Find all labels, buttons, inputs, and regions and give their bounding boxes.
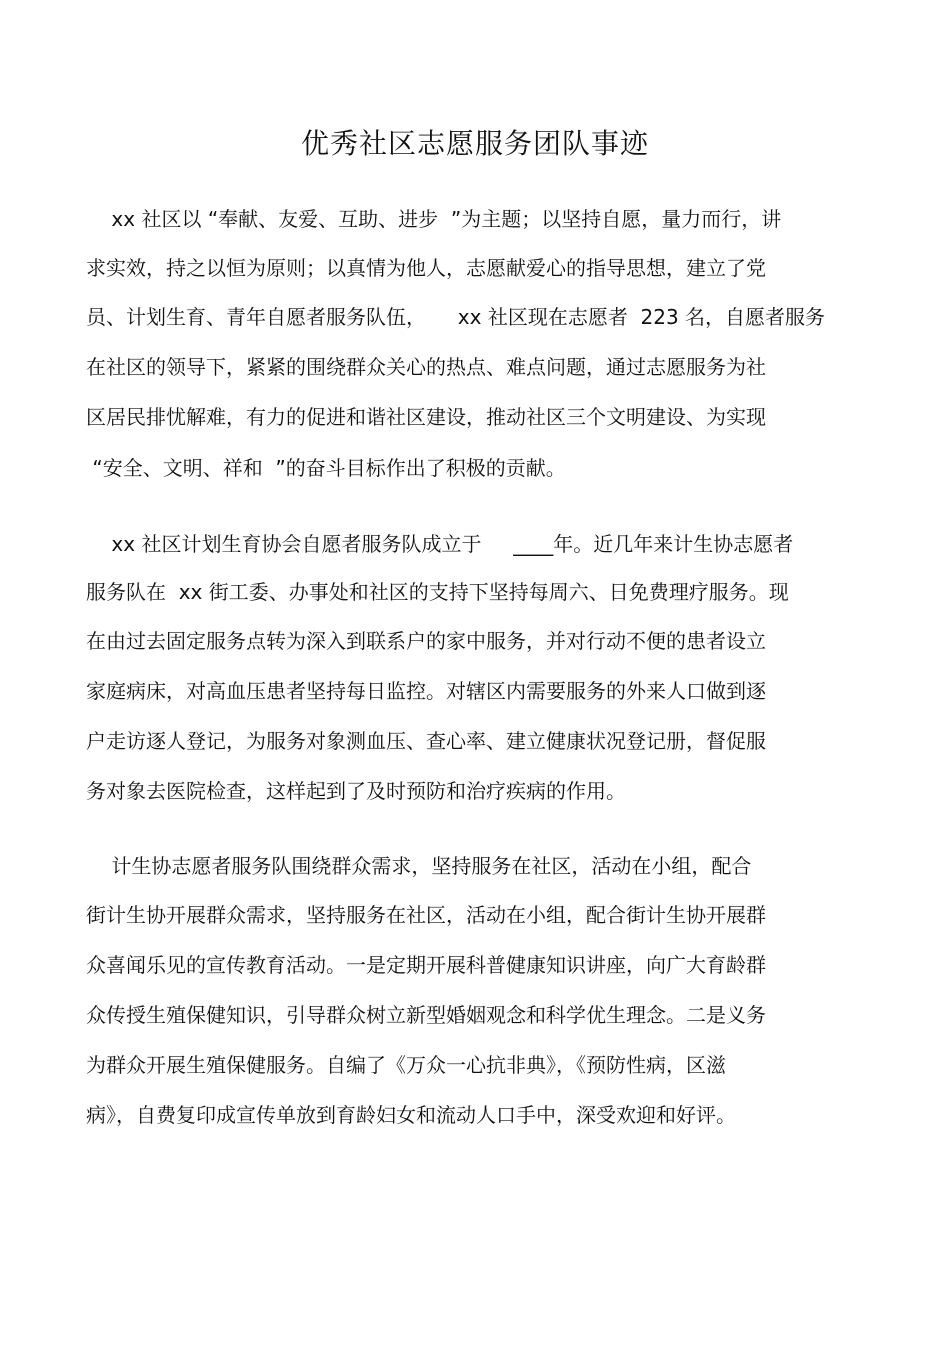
paragraph-1-line-5: 区居民排忧解难，有力的促进和谐社区建设，推动社区三个文明建设、为实现 — [86, 405, 766, 429]
paragraph-2-line-6: 务对象去医院检查，这样起到了及时预防和治疗疾病的作用。 — [86, 779, 626, 803]
paragraph-3-line-1: 计生协志愿者服务队围绕群众需求，坚持服务在社区，活动在小组，配合 — [86, 854, 752, 878]
paragraph-1-line-2: 求实效，持之以恒为原则；以真情为他人，志愿献爱心的指导思想，建立了党 — [86, 256, 766, 280]
paragraph-3-line-3: 众喜闻乐见的宣传教育活动。一是定期开展科普健康知识讲座，向广大育龄群 — [86, 953, 766, 977]
paragraph-3-line-5: 为群众开展生殖保健服务。自编了《万众一心抗非典》，《预防性病，区滋 — [86, 1053, 726, 1077]
paragraph-2-line-1: xx 社区计划生育协会自愿者服务队成立于 ____年。近几年来计生协志愿者 — [86, 532, 794, 556]
paragraph-1-line-6: “安全、文明、祥和 ”的奋斗目标作出了积极的贡献。 — [86, 456, 566, 480]
paragraph-2-line-4: 家庭病床，对高血压患者坚持每日监控。对辖区内需要服务的外来人口做到逐 — [86, 679, 766, 703]
paragraph-3-line-4: 众传授生殖保健知识，引导群众树立新型婚姻观念和科学优生理念。二是义务 — [86, 1003, 766, 1027]
paragraph-1-line-3: 员、计划生育、青年自愿者服务队伍， xx 社区现在志愿者 223 名，自愿者服务 — [86, 305, 826, 329]
paragraph-1-line-1: xx 社区以 “奉献、友爱、互助、进步 ”为主题；以坚持自愿，量力而行，讲 — [86, 207, 782, 231]
paragraph-1-line-4: 在社区的领导下，紧紧的围绕群众关心的热点、难点问题，通过志愿服务为社 — [86, 355, 766, 379]
paragraph-3-line-6: 病》，自费复印成宣传单放到育龄妇女和流动人口手中，深受欢迎和好评。 — [86, 1103, 736, 1127]
paragraph-2-line-2: 服务队在 xx 街工委、办事处和社区的支持下坚持每周六、日免费理疗服务。现 — [86, 580, 789, 604]
document-title: 优秀社区志愿服务团队事迹 — [300, 127, 649, 160]
paragraph-2-line-3: 在由过去固定服务点转为深入到联系户的家中服务，并对行动不便的患者设立 — [86, 629, 766, 653]
paragraph-3-line-2: 街计生协开展群众需求，坚持服务在社区，活动在小组，配合街计生协开展群 — [86, 903, 766, 927]
paragraph-2-line-5: 户走访逐人登记，为服务对象测血压、查心率、建立健康状况登记册，督促服 — [86, 729, 766, 753]
